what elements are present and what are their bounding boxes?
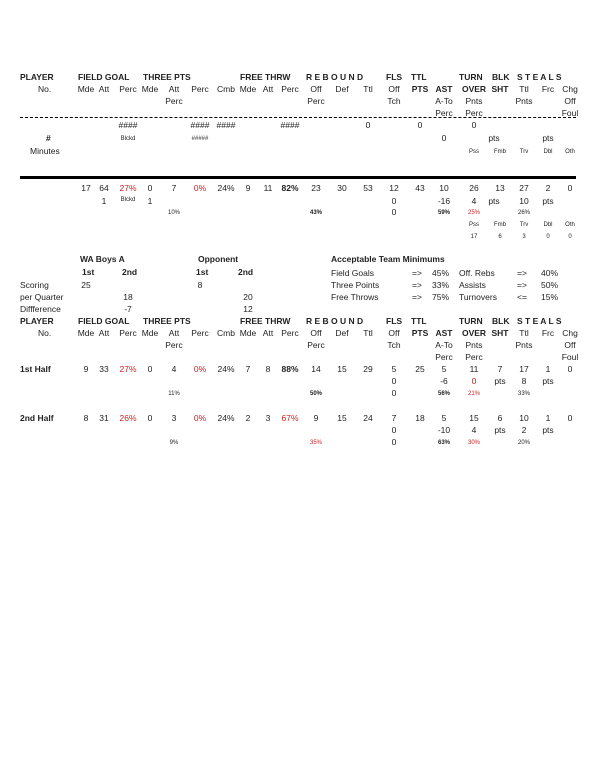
header-sub: AST: [435, 328, 453, 338]
header-sub: Perc: [307, 340, 325, 350]
half-cell: 63%: [437, 440, 451, 446]
mini-header: Fmb: [494, 149, 506, 155]
header-free-thrw: FREE THRW: [240, 316, 291, 326]
half-cell: 4: [471, 425, 477, 435]
header-sub: Att: [262, 84, 274, 94]
total-cell: 43: [415, 183, 425, 193]
half-cell: 18: [415, 413, 425, 423]
header-sub: Perc: [465, 108, 483, 118]
total-cell: 12: [389, 183, 399, 193]
total-cell: Blckd: [120, 197, 136, 203]
half-cell: 5: [441, 364, 447, 374]
total-cell: 17: [81, 183, 91, 193]
half-cell: 0: [567, 413, 573, 423]
total-cell: 7: [171, 183, 177, 193]
header-turn: TURN: [459, 316, 483, 326]
header-fls: FLS: [386, 316, 403, 326]
half-cell: 7: [497, 364, 503, 374]
half-cell: 7: [391, 413, 397, 423]
half-cell: 0: [147, 364, 153, 374]
half-label: 2nd Half: [20, 413, 54, 423]
half-cell: 56%: [437, 391, 451, 397]
minimum-cell: Off. Rebs: [459, 268, 495, 278]
header-sub: Pnts: [515, 340, 533, 350]
half-cell: 27%: [119, 364, 137, 374]
half-cell: 8: [265, 364, 271, 374]
total-cell: 64: [99, 183, 109, 193]
half-cell: 8: [521, 376, 527, 386]
half-cell: 6: [497, 413, 503, 423]
half-cell: 9%: [169, 440, 179, 446]
header-sub: Perc: [191, 328, 209, 338]
header-steals: S T E A L S: [517, 72, 562, 82]
minimum-cell: 75%: [432, 292, 450, 302]
header-player: PLAYER: [20, 316, 54, 326]
total-cell: 2: [545, 183, 551, 193]
minimum-cell: <=: [517, 292, 527, 302]
minimum-cell: =>: [517, 268, 527, 278]
opp-score: 8: [197, 280, 203, 290]
minimum-cell: 45%: [432, 268, 450, 278]
thick-rule: [20, 176, 576, 179]
header-ttl: TTL: [411, 316, 427, 326]
header-sub: Att: [98, 328, 110, 338]
scoring-label: Scoring: [20, 280, 49, 290]
pound-label: #: [46, 133, 51, 143]
header-sub: SHT: [491, 84, 509, 94]
half-cell: 15: [337, 364, 347, 374]
half-cell: 9: [313, 413, 319, 423]
total-cell: 59%: [437, 210, 451, 216]
minimum-cell: Three Points: [331, 280, 380, 290]
header-sub: Ttl: [363, 84, 373, 94]
header-sub: Perc: [165, 340, 183, 350]
hash-cell: #####: [191, 136, 209, 142]
half-cell: 0: [391, 437, 397, 447]
header-sub: Perc: [281, 84, 299, 94]
minimum-cell: Assists: [459, 280, 486, 290]
header-sub: Off: [388, 84, 400, 94]
header-field-goal: FIELD GOAL: [78, 72, 130, 82]
header-sub: Off: [564, 96, 576, 106]
header-sub: OVER: [461, 328, 487, 338]
total-cell: 11: [263, 183, 273, 193]
header-sub: Perc: [307, 96, 325, 106]
header-rebound: R E B O U N D: [306, 316, 364, 326]
total-cell: 25%: [467, 210, 481, 216]
header-sub: A-To: [435, 96, 453, 106]
half-cell: 24: [363, 413, 373, 423]
header-three-pts: THREE PTS: [143, 316, 191, 326]
half-cell: 29: [363, 364, 373, 374]
total-cell: -16: [437, 196, 451, 206]
half-cell: 8: [83, 413, 89, 423]
header-sub: Perc: [119, 328, 137, 338]
half-cell: 0: [391, 376, 397, 386]
header-sub: Mde: [141, 84, 159, 94]
header-sub: Perc: [435, 108, 453, 118]
quarter-1: 1st: [82, 267, 95, 277]
header-sub: Perc: [465, 352, 483, 362]
mini-value: 17: [470, 234, 478, 240]
half-cell: 7: [245, 364, 251, 374]
header-sub: Mde: [77, 328, 95, 338]
half-cell: 31: [99, 413, 109, 423]
quarter-2: 2nd: [238, 267, 254, 277]
minimum-cell: 33%: [432, 280, 450, 290]
mini-header: Oth: [565, 149, 575, 155]
header-steals: S T E A L S: [517, 316, 562, 326]
half-cell: 0: [567, 364, 573, 374]
total-cell: 26: [469, 183, 479, 193]
half-cell: 15: [469, 413, 479, 423]
team-score: 18: [123, 292, 133, 302]
hash-cell: ####: [190, 120, 210, 130]
minimum-cell: =>: [412, 292, 422, 302]
opponent-name: Opponent: [198, 254, 239, 264]
total-cell: 10%: [167, 210, 181, 216]
mini-value: 0: [546, 234, 550, 240]
mini-header: Pss: [468, 222, 480, 228]
total-cell: 27%: [119, 183, 137, 193]
header-sub: Mde: [239, 328, 257, 338]
header-sub: A-To: [435, 340, 453, 350]
minimum-cell: Field Goals: [331, 268, 374, 278]
header-sub: Def: [335, 328, 349, 338]
opp-score: 12: [243, 304, 253, 314]
half-cell: 20%: [517, 440, 531, 446]
mini-header: Pss: [468, 149, 480, 155]
header-sub: Tch: [387, 340, 401, 350]
header-sub: Perc: [165, 96, 183, 106]
header-sub: Chg: [562, 328, 578, 338]
half-cell: 1: [545, 413, 551, 423]
half-cell: 0%: [193, 413, 207, 423]
header-rebound: R E B O U N D: [306, 72, 364, 82]
header-sub: Def: [335, 84, 349, 94]
header-sub: Att: [168, 84, 180, 94]
header-turn: TURN: [459, 72, 483, 82]
total-cell: 30: [337, 183, 347, 193]
header-sub: Perc: [281, 328, 299, 338]
header-sub: Frc: [541, 328, 555, 338]
header-fls: FLS: [386, 72, 403, 82]
header-sub: PTS: [411, 84, 429, 94]
half-cell: 24%: [217, 413, 235, 423]
header-sub: Att: [98, 84, 110, 94]
total-cell: 0: [567, 183, 573, 193]
hash-cell: 0: [365, 120, 371, 130]
header-sub: SHT: [491, 328, 509, 338]
header-sub: Frc: [541, 84, 555, 94]
header-sub: Pnts: [515, 96, 533, 106]
half-cell: 2: [521, 425, 527, 435]
half-cell: 11: [469, 364, 479, 374]
half-cell: 11%: [168, 391, 180, 397]
team-name: WA Boys A: [80, 254, 125, 264]
half-cell: 15: [337, 413, 347, 423]
half-cell: -6: [440, 376, 448, 386]
minimum-cell: Free Throws: [331, 292, 379, 302]
half-cell: 5: [441, 413, 447, 423]
header-sub: Perc: [191, 84, 209, 94]
hash-cell: ####: [216, 120, 236, 130]
half-cell: 1: [545, 364, 551, 374]
minimum-cell: =>: [517, 280, 527, 290]
ast-cell: 0: [441, 133, 447, 143]
half-cell: 0: [471, 376, 477, 386]
half-cell: 35%: [309, 440, 323, 446]
half-cell: 0: [391, 425, 397, 435]
header-sub: Mde: [77, 84, 95, 94]
header-sub: Ttl: [519, 84, 529, 94]
mini-value: 3: [522, 234, 526, 240]
team-score: 25: [81, 280, 91, 290]
header-free-thrw: FREE THRW: [240, 72, 291, 82]
total-cell: 9: [245, 183, 251, 193]
half-cell: 17: [519, 364, 529, 374]
dashed-rule: [20, 117, 576, 119]
mini-header: Fmb: [494, 222, 506, 228]
header-three-pts: THREE PTS: [143, 72, 191, 82]
total-cell: 13: [495, 183, 505, 193]
total-cell: 24%: [217, 183, 235, 193]
total-cell: 23: [311, 183, 321, 193]
total-cell: 53: [363, 183, 373, 193]
hash-cell: 0: [417, 120, 423, 130]
header-sub: Off: [310, 84, 322, 94]
header-player: PLAYER: [20, 72, 54, 82]
total-cell: 10: [519, 196, 529, 206]
minimum-cell: =>: [412, 268, 422, 278]
hash-cell: 0: [471, 120, 477, 130]
half-cell: 2: [245, 413, 251, 423]
half-cell: pts: [542, 376, 554, 386]
half-cell: pts: [542, 425, 554, 435]
header-sub: Foul: [561, 108, 579, 118]
mini-header: Trv: [519, 149, 529, 155]
total-cell: 1: [147, 196, 153, 206]
total-cell: 82%: [281, 183, 299, 193]
half-cell: 14: [311, 364, 321, 374]
half-cell: 88%: [281, 364, 299, 374]
half-cell: 33: [99, 364, 109, 374]
half-cell: 3: [265, 413, 271, 423]
minimum-cell: 40%: [541, 268, 559, 278]
minimum-cell: =>: [412, 280, 422, 290]
header-sub: Perc: [119, 84, 137, 94]
total-cell: 10: [439, 183, 449, 193]
opp-score: 20: [243, 292, 253, 302]
mini-header: Trv: [519, 222, 529, 228]
mini-value: 6: [498, 234, 502, 240]
header-sub: Pnts: [465, 96, 483, 106]
total-cell: pts: [488, 196, 500, 206]
blckd-label: Blckd: [120, 136, 136, 142]
header-sub: OVER: [461, 84, 487, 94]
total-cell: 0: [391, 207, 397, 217]
header-sub: Chg: [562, 84, 578, 94]
mini-header: Dbl: [543, 149, 553, 155]
half-cell: pts: [494, 376, 506, 386]
header-blk: BLK: [492, 72, 510, 82]
header-sub: PTS: [411, 328, 429, 338]
hash-cell: ####: [280, 120, 300, 130]
total-cell: pts: [542, 196, 554, 206]
header-sub: Cmb: [217, 328, 235, 338]
scoring-label: per Quarter: [20, 292, 64, 302]
total-cell: 26%: [517, 210, 531, 216]
half-cell: 0: [147, 413, 153, 423]
total-cell: 0: [391, 196, 397, 206]
half-cell: 24%: [217, 364, 235, 374]
half-cell: -10: [437, 425, 451, 435]
mini-header: Dbl: [543, 222, 553, 228]
header-field-goal: FIELD GOAL: [78, 316, 130, 326]
quarter-2: 2nd: [122, 267, 138, 277]
hash-cell: ####: [118, 120, 138, 130]
scoring-label: Diffference: [20, 304, 61, 314]
header-no: No.: [38, 84, 52, 94]
total-cell: 43%: [309, 210, 323, 216]
minimum-cell: 50%: [541, 280, 559, 290]
mini-header: Oth: [565, 222, 575, 228]
header-sub: Att: [262, 328, 274, 338]
total-cell: 1: [101, 196, 107, 206]
pts-label: pts: [542, 133, 554, 143]
minutes-label: Minutes: [30, 146, 60, 156]
half-cell: 26%: [119, 413, 137, 423]
header-sub: Off: [388, 328, 400, 338]
header-sub: AST: [435, 84, 453, 94]
header-sub: Ttl: [363, 328, 373, 338]
total-cell: 27: [519, 183, 529, 193]
minimums-title: Acceptable Team Minimums: [331, 254, 445, 264]
quarter-1: 1st: [196, 267, 209, 277]
half-cell: 9: [83, 364, 89, 374]
header-sub: Off: [310, 328, 322, 338]
total-cell: 0: [147, 183, 153, 193]
minimum-cell: Turnovers: [459, 292, 497, 302]
half-cell: 50%: [309, 391, 323, 397]
total-cell: 0%: [193, 183, 207, 193]
mini-value: 0: [568, 234, 572, 240]
header-sub: Foul: [561, 352, 579, 362]
half-cell: 33%: [517, 391, 531, 397]
half-cell: 67%: [281, 413, 299, 423]
total-cell: 4: [471, 196, 477, 206]
header-sub: Pnts: [465, 340, 483, 350]
header-blk: BLK: [492, 316, 510, 326]
header-sub: Mde: [141, 328, 159, 338]
pts-label: pts: [488, 133, 500, 143]
header-sub: Off: [564, 340, 576, 350]
half-cell: 0: [391, 388, 397, 398]
half-cell: 10: [519, 413, 529, 423]
half-cell: 0%: [193, 364, 207, 374]
header-sub: Cmb: [217, 84, 235, 94]
header-sub: Tch: [387, 96, 401, 106]
header-sub: Mde: [239, 84, 257, 94]
half-cell: 3: [171, 413, 177, 423]
minimum-cell: 15%: [541, 292, 559, 302]
header-sub: Ttl: [519, 328, 529, 338]
half-label: 1st Half: [20, 364, 51, 374]
header-sub: Att: [168, 328, 180, 338]
half-cell: 5: [391, 364, 397, 374]
header-sub: Perc: [435, 352, 453, 362]
half-cell: 30%: [467, 440, 481, 446]
team-score: -7: [124, 304, 132, 314]
header-no: No.: [38, 328, 52, 338]
half-cell: 21%: [467, 391, 481, 397]
half-cell: 25: [415, 364, 425, 374]
half-cell: pts: [494, 425, 506, 435]
half-cell: 4: [171, 364, 177, 374]
header-ttl: TTL: [411, 72, 427, 82]
